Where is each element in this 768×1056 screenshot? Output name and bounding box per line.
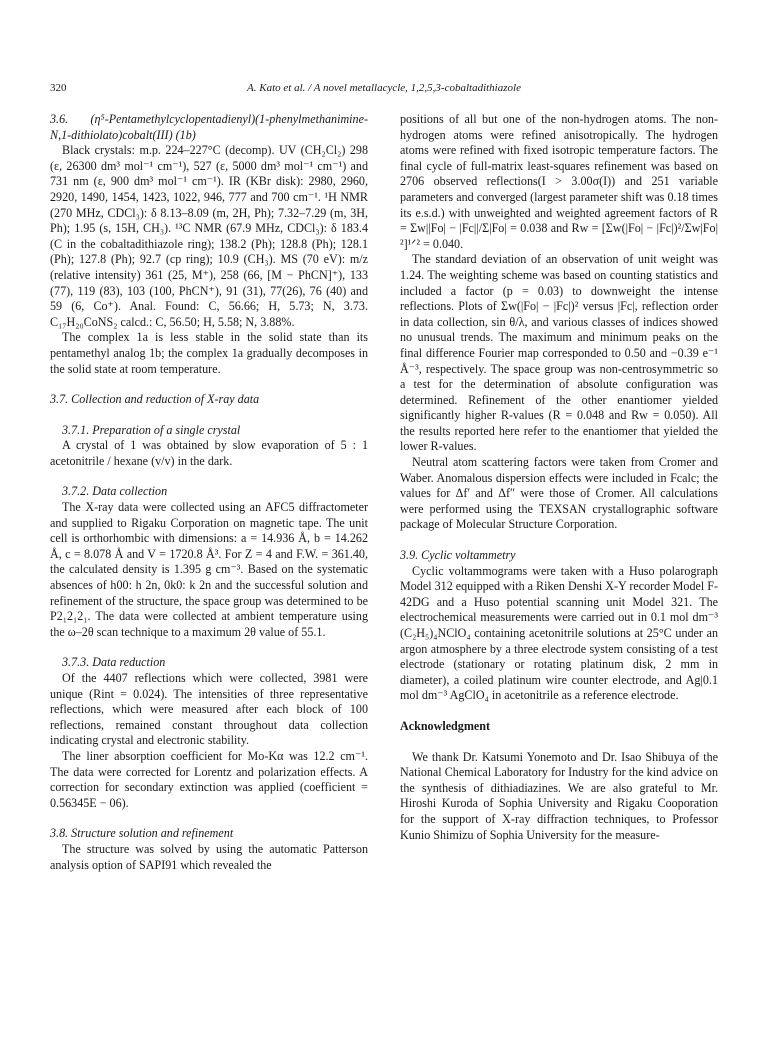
right-column bbox=[400, 112, 718, 843]
section-3-6-characterization: Black crystals: m.p. 224–227°C (decomp). UV (CH₂Cl₂) 298 (ε, 26300 dm³ mol⁻¹ cm⁻¹), 527 (ε, 5000 dm³ mol⁻¹ cm⁻¹) and 731 nm (ε, 900 dm³ mol⁻¹ cm⁻¹). IR (KBr disk): 2980, 2960, 2920, 1490, 1454, 1423, 1022, 946, 777 and 700 cm⁻¹. ¹H NMR (270 MHz, CDCl₃): δ 8.13–8.09 (m, 2H, Ph); 7.32–7.29 (m, 3H, Ph); 1.95 (s, 15H, CH₃). ¹³C NMR (67.9 MHz, CDCl₃): δ 183.4 (C in the cobaltadithiazole ring); 138.2 (Ph); 128.8 (Ph); 128.1 (Ph); 127.8 (Ph); 92.7 (cp ring); 10.9 (CH₃). MS (70 eV): m/z (relative intensity) 361 (25, M⁺), 258 (66, [M − PhCN]⁺), 133 (77), 119 (83), 103 (100, PhCN⁺), 91 (31), 77(26), 76 (40) and 59 (6, Co⁺). Anal. Found: C, 56.66; H, 5.73; N, 3.73. C₁₇H₂₀CoNS₂ calcd.: C, 56.50; H, 5.58; N, 3.88%. bbox=[50, 143, 368, 329]
page-number: 320 bbox=[50, 82, 67, 94]
left-column bbox=[50, 112, 368, 873]
running-title: A. Kato et al. / A novel metallacycle, 1,2,5,3-cobaltadithiazole bbox=[247, 82, 521, 94]
section-3-7-3-heading: 3.7.3. Data reduction bbox=[62, 655, 166, 670]
section-3-7-1-text: A crystal of 1 was obtained by slow evaporation of 5 : 1 acetonitrile / hexane (v/v) in the dark. bbox=[50, 438, 368, 468]
section-3-6-heading: 3.6. (η⁵-Pentamethylcyclopentadienyl)(1-phenylmethanimine-N,1-dithiolato)cobalt(III) (1b) bbox=[50, 112, 368, 142]
section-3-9-heading: 3.9. Cyclic voltammetry bbox=[400, 548, 516, 563]
section-3-7-1-heading: 3.7.1. Preparation of a single crystal bbox=[62, 422, 241, 437]
section-3-7-2-heading: 3.7.2. Data collection bbox=[62, 484, 168, 499]
acknowledgment-heading: Acknowledgment bbox=[400, 718, 491, 733]
section-3-7-3-text-1: Of the 4407 reflections which were collected, 3981 were unique (Rint = 0.024). The intensities of three representative reflections, which were measured after each block of 100 reflections, remained constant throughout data collection indicating crystal and electronic stability. bbox=[50, 671, 368, 748]
refinement-text-1: positions of all but one of the non-hydrogen atoms. The non-hydrogen atoms were refined anisotropically. The hydrogen atoms were refined with fixed isotropic temperature factors. The final cycle of full-matrix least-squares refinement was based on 2706 observed reflections(I > 3.00σ(I)) and 251 variable parameters and converged (largest parameter shift was 0.18 times its e.s.d.) with unweighted and weighted agreement factors of R = Σw||Fo| − |Fc||/Σ|Fo| = 0.038 and Rw = [Σw(|Fo| − |Fc|)²/Σw|Fo|²]¹ᐟ² = 0.040. bbox=[400, 112, 718, 251]
section-3-7-2-text: The X-ray data were collected using an AFC5 diffractometer and supplied to Rigaku Corporation on magnetic tape. The unit cell is orthorhombic with dimensions: a = 14.936 Å, b = 14.262 Å, c = 8.078 Å and V = 1720.8 Å³. For Z = 4 and F.W. = 361.40, the calculated density is 1.395 g cm⁻³. Based on the systematic absences of h00: h 2n, 0k0: k 2n and the successful solution and refinement of the structure, the space group was determined to be P2₁2₁2₁. The data were collected at ambient temperature using the ω–2θ scan technique to a maximum 2θ value of 55.1. bbox=[50, 500, 368, 639]
section-3-8-heading: 3.8. Structure solution and refinement bbox=[50, 826, 234, 841]
section-3-7-3-text-2: The liner absorption coefficient for Mo-Kα was 12.2 cm⁻¹. The data were corrected for Lorentz and polarization effects. A correction for secondary extinction was applied (coefficient = 0.56345E − 06). bbox=[50, 748, 368, 810]
refinement-text-2: The standard deviation of an observation of unit weight was 1.24. The weighting scheme was based on counting statistics and included a factor (p = 0.03) to downweight the intense reflections. Plots of Σw(|Fo| − |Fc|)² versus |Fc|, reflection order in data collection, sin θ/λ, and various classes of indices showed no unusual trends. The maximum and minimum peaks on the final difference Fourier map corresponded to 0.50 and −0.39 e⁻¹ Å⁻³, respectively. The space group was non-centrosymmetric so a test for the determination of absolute configuration was determined. Refinement of the other enantiomer yielded significantly higher R-values (R = 0.048 and Rw = 0.050). All the results reported here refer to the enantiomer that yielded the lower R-values. bbox=[400, 252, 718, 454]
page-header bbox=[50, 82, 718, 98]
section-3-8-text: The structure was solved by using the automatic Patterson analysis option of SAPI91 which revealed the bbox=[50, 841, 368, 872]
section-3-7-heading: 3.7. Collection and reduction of X-ray data bbox=[50, 392, 260, 407]
refinement-text-3: Neutral atom scattering factors were taken from Cromer and Waber. Anomalous dispersion effects were included in Fcalc; the values for Δf′ and Δf″ were those of Cromer. All calculations were performed using the TEXSAN crystallographic software package of Molecular Structure Corporation. bbox=[400, 455, 718, 532]
acknowledgment-text: We thank Dr. Katsumi Yonemoto and Dr. Isao Shibuya of the National Chemical Laboratory for Industry for the kind advice on the synthesis of dithiadiazines. We are also grateful to Mr. Hiroshi Kuroda of Sophia University and Rigaku Cooporation for the support of X-ray diffraction techniques, to Professor Kunio Shimizu of Sophia University for the measure- bbox=[400, 749, 718, 842]
section-3-6-stability-note: The complex 1a is less stable in the solid state than its pentamethyl analog 1b; the complex 1a gradually decomposes in the solid state at room temperature. bbox=[50, 330, 368, 376]
section-3-9-text: Cyclic voltammograms were taken with a Huso polarograph Model 312 equipped with a Riken Denshi X-Y recorder Model F-42DG and a Huso potential scanning unit Model 321. The electrochemical measurements were carried out in 0.1 mol dm⁻³ (C₂H₅)₄NClO₄ containing acetonitrile solutions at 25°C under an argon atmosphere by a three electrode system consisting of a test electrode (stationary or rotating platinum disk, 2 mm in diameter), a coiled platinum wire counter electrode, and Ag|0.1 mol dm⁻³ AgClO₄ in acetonitrile as a reference electrode. bbox=[400, 563, 718, 703]
